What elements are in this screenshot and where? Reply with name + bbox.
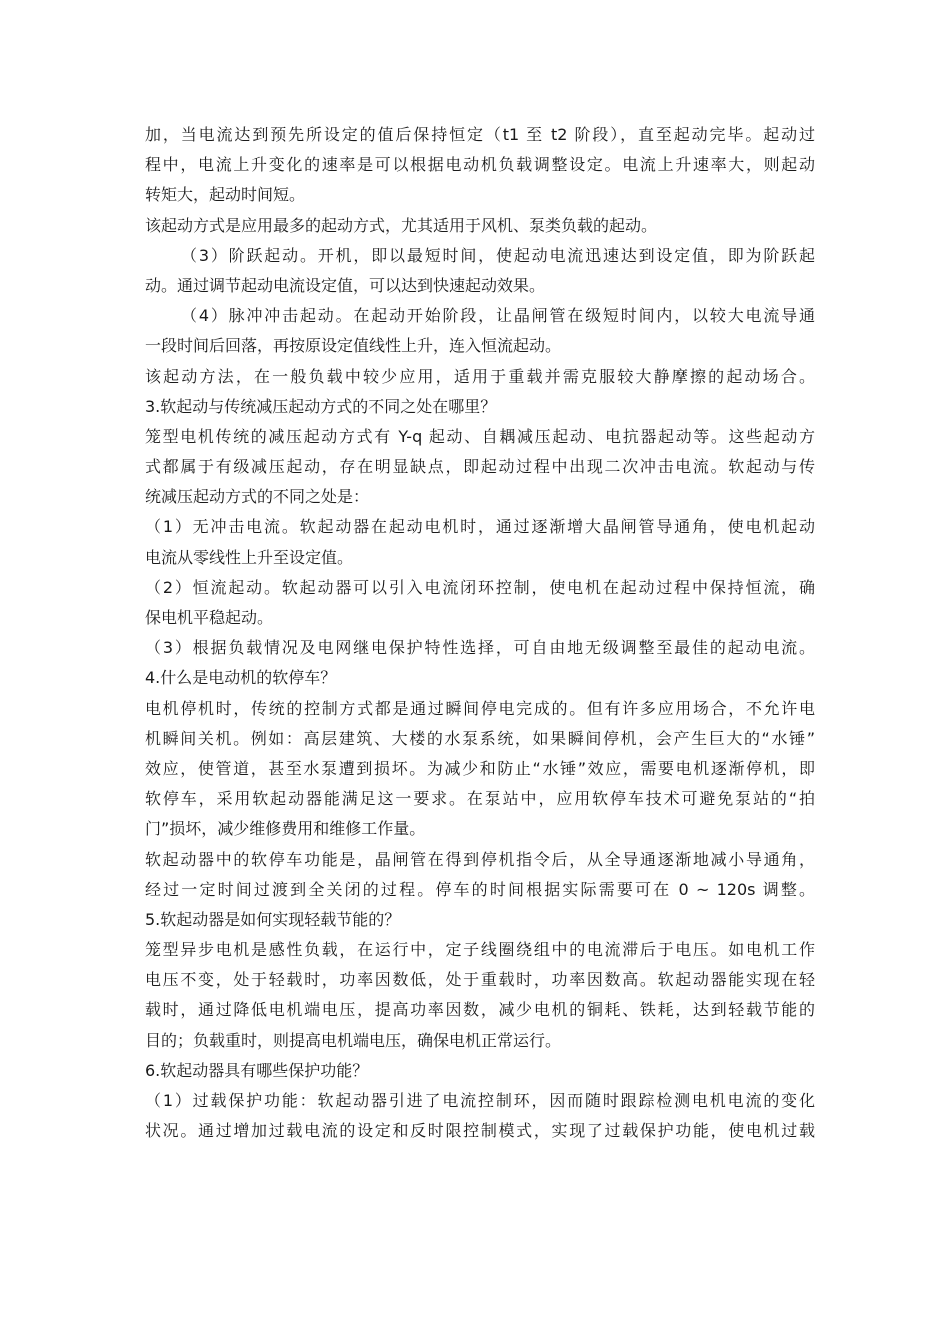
text-line: 电机停机时，传统的控制方式都是通过瞬间停电完成的。但有许多应用场合，不允许电 — [145, 698, 815, 718]
text-line: 4.什么是电动机的软停车？ — [145, 668, 337, 688]
document-page — [145, 120, 815, 1146]
text-line: 加，当电流达到预先所设定的值后保持恒定（t1 至 t2 阶段），直至起动完毕。起动过 — [145, 125, 815, 144]
text-line: 电流从零线性上升至设定值。 — [145, 547, 354, 567]
text-line: 程中，电流上升变化的速率是可以根据电动机负载调整设定。电流上升速率大，则起动 — [145, 155, 815, 175]
text-line: 该起动方法，在一般负载中较少应用，适用于重载并需克服较大静摩擦的起动场合。 — [145, 366, 815, 386]
text-line: 6.软起动器具有哪些保护功能？ — [145, 1060, 369, 1080]
text-line: 统减压起动方式的不同之处是： — [145, 487, 370, 507]
text-line: 该起动方式是应用最多的起动方式，尤其适用于风机、泵类负载的起动。 — [145, 215, 658, 235]
text-line: 软停车，采用软起动器能满足这一要求。在泵站中，应用软停车技术可避免泵站的“拍 — [145, 789, 815, 809]
text-line: 状况。通过增加过载电流的设定和反时限控制模式，实现了过载保护功能，使电机过载 — [145, 1121, 815, 1141]
text-line: 转矩大，起动时间短。 — [145, 185, 306, 205]
text-line: 笼型电机传统的减压起动方式有 Y-q 起动、自耦减压起动、电抗器起动等。这些起动方 — [145, 426, 815, 446]
text-line: （2）恒流起动。软起动器可以引入电流闭环控制，使电机在起动过程中保持恒流，确 — [145, 577, 815, 597]
text-line: 保电机平稳起动。 — [145, 608, 274, 627]
text-line: （3）根据负载情况及电网继电保护特性选择，可自由地无级调整至最佳的起动电流。 — [145, 638, 815, 658]
text-line: （1）无冲击电流。软起动器在起动电机时，通过逐渐增大晶闸管导通角，使电机起动 — [145, 517, 815, 537]
text-line: 机瞬间关机。例如：高层建筑、大楼的水泵系统，如果瞬间停机，会产生巨大的“水锤” — [145, 728, 815, 748]
text-line: 目的；负载重时，则提高电机端电压，确保电机正常运行。 — [145, 1030, 562, 1050]
text-line: 效应，使管道，甚至水泵遭到损坏。为减少和防止“水锤”效应，需要电机逐渐停机，即 — [145, 758, 815, 778]
text-line: 笼型异步电机是感性负载，在运行中，定子线圈绕组中的电流滞后于电压。如电机工作 — [145, 940, 815, 960]
text-line: 软起动器中的软停车功能是，晶闸管在得到停机指令后，从全导通逐渐地减小导通角， — [145, 849, 815, 869]
text-line: 一段时间后回落，再按原设定值线性上升，连入恒流起动。 — [145, 336, 562, 356]
text-line: 载时，通过降低电机端电压，提高功率因数，减少电机的铜耗、铁耗，达到轻载节能的 — [145, 1000, 815, 1020]
text-line: 动。通过调节起动电流设定值，可以达到快速起动效果。 — [145, 275, 546, 295]
text-line: （1）过载保护功能：软起动器引进了电流控制环，因而随时跟踪检测电机电流的变化 — [145, 1091, 815, 1110]
text-line: 式都属于有级减压起动，存在明显缺点，即起动过程中出现二次冲击电流。软起动与传 — [145, 457, 815, 477]
text-line: （4）脉冲冲击起动。在起动开始阶段，让晶闸管在级短时间内，以较大电流导通 — [181, 306, 815, 326]
text-line: 电压不变，处于轻载时，功率因数低，处于重载时，功率因数高。软起动器能实现在轻 — [145, 970, 815, 990]
text-line: 门”损坏，减少维修费用和维修工作量。 — [145, 819, 426, 839]
text-line: （3）阶跃起动。开机，即以最短时间，使起动电流迅速达到设定值，即为阶跃起 — [181, 245, 815, 265]
text-line: 经过一定时间过渡到全关闭的过程。停车的时间根据实际需要可在 0 ~ 120s 调整。 — [145, 879, 815, 899]
text-line: 3.软起动与传统减压起动方式的不同之处在哪里？ — [145, 396, 497, 416]
text-line: 5.软起动器是如何实现轻载节能的？ — [145, 909, 401, 929]
